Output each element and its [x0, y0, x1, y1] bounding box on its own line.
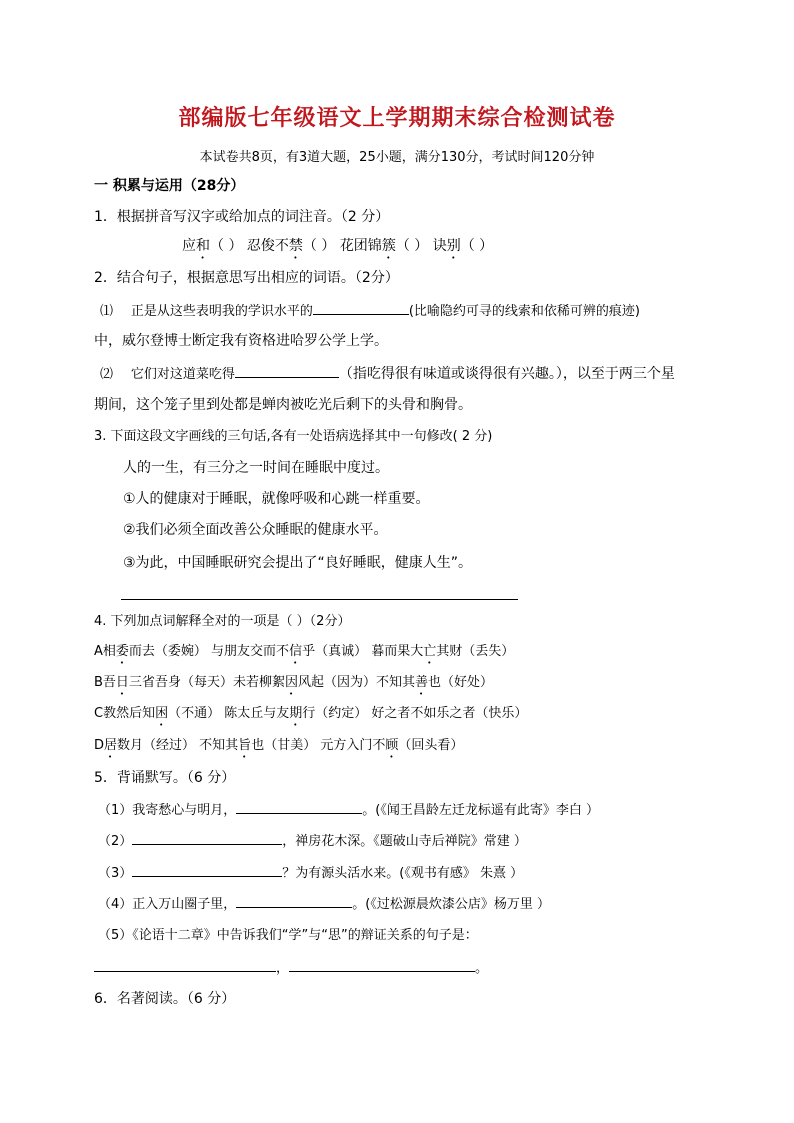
answer-blank[interactable] — [236, 799, 362, 814]
dotted-char: 簇 — [381, 238, 396, 254]
recitation-3 — [98, 862, 523, 884]
passage-intro: 人的一生，有三分之一时间在睡眠中度过。 — [123, 460, 389, 476]
line-text: （4）正入万山圈子里， — [98, 897, 237, 912]
section-heading: 一 积累与运用（28分） — [94, 178, 245, 194]
recitation-5: （5）《论语十二章》中告诉我们“学”与“思”的辩证关系的句子是： — [98, 928, 478, 943]
option-text: 也（好处） — [428, 675, 494, 690]
passage-sentence-2: ②我们必须全面改善公众睡眠的健康水平。 — [123, 522, 388, 538]
question-3-stem: 3. 下面这段文字画线的三句话,各有一处语病选择其中一句修改( 2 分) — [94, 429, 493, 444]
passage-sentence-1: ①人的健康对于睡眠，就像呼吸和心跳一样重要。 — [123, 491, 430, 507]
dotted-char: 因 — [284, 675, 298, 690]
sentence-text: 它们对这道菜吃得 — [130, 367, 235, 382]
dotted-char: 亡 — [423, 644, 437, 659]
answer-blank[interactable] — [94, 957, 276, 972]
answer-blank[interactable] — [132, 862, 282, 877]
line-text: （2） — [98, 834, 133, 849]
dotted-char: 禁 — [288, 238, 303, 254]
separator: ， — [276, 961, 290, 976]
recitation-1 — [98, 799, 599, 821]
line-source: 。(《过松源晨炊漆公店》杨万里 ） — [352, 897, 550, 912]
question-2b-continued: 期间，这个笼子里到处都是蝉肉被吃光后剩下的头骨和胸骨。 — [94, 397, 472, 413]
recitation-2 — [98, 830, 527, 852]
line-source: ？为有源头活水来。(《观书有感》 朱熹 ） — [282, 866, 524, 881]
line-source: ，禅房花木深。《题破山寺后禅院》常建 ） — [282, 834, 527, 849]
sentence-hint: (比喻隐约可寻的线索和依稀可辨的痕迹) — [408, 304, 640, 319]
line-source: 。(《闻王昌龄左迁龙标遥有此寄》李白 ） — [362, 803, 599, 818]
option-text: C教然后知 — [94, 706, 156, 721]
option-text: 行（约定） 好之者不如乐之者（快乐） — [302, 706, 528, 721]
passage-sentence-3: ③为此，中国睡眠研究会提出了“良好睡眠，健康人生”。 — [123, 555, 473, 571]
exam-info: 本试卷共8页，有3道大题，25小题，满分130分，考试时间120分钟 — [199, 150, 595, 165]
page-title: 部编版七年级语文上学期期末综合检测试卷 — [178, 105, 616, 131]
answer-line[interactable] — [121, 599, 518, 600]
option-b — [94, 673, 493, 698]
separator: 。 — [475, 961, 489, 976]
option-a — [94, 642, 514, 667]
question-2a-continued: 中，威尔登博士断定我有资格进哈罗公学上学。 — [94, 333, 388, 349]
line-text: （3） — [98, 866, 133, 881]
dotted-char: 旨 — [238, 738, 252, 753]
question-6-stem: 6．名著阅读。（6 分） — [94, 991, 236, 1007]
dotted-char: 困 — [155, 706, 169, 721]
option-c — [94, 704, 527, 729]
word-prefix: 花团锦 — [339, 238, 382, 254]
answer-blank[interactable] — [236, 893, 352, 908]
answer-paren: （ ） — [395, 238, 429, 254]
answer-paren: （ ） — [302, 238, 336, 254]
recitation-4 — [98, 893, 550, 915]
dotted-char: 和 — [196, 238, 210, 254]
option-text: 乎（真诚） 暮而果大 — [302, 644, 424, 659]
option-text: （不通） 陈太丘与友 — [168, 706, 290, 721]
word-prefix: 诀 — [432, 238, 447, 254]
word-prefix: 应 — [182, 238, 196, 254]
option-d — [94, 736, 463, 761]
question-2b — [100, 363, 675, 385]
option-text: 其财（丢失） — [436, 644, 515, 659]
question-2-stem: 2．结合句子，根据意思写出相应的词语。（2分） — [94, 270, 399, 286]
question-2a — [100, 300, 640, 322]
dotted-char: 期 — [289, 706, 303, 721]
option-text: B吾 — [94, 675, 116, 690]
option-text: 而去（委婉） 与朋友交而不 — [128, 644, 290, 659]
question-5-stem: 5．背诵默写。（6 分） — [94, 770, 236, 786]
item-marker: ⑴ — [100, 304, 114, 319]
recitation-5-answers — [94, 957, 488, 979]
item-marker: ⑵ — [100, 367, 114, 382]
option-text: （回头看） — [398, 738, 464, 753]
answer-blank[interactable] — [235, 363, 339, 378]
sentence-text: 正是从这些表明我的学识水平的 — [130, 304, 313, 319]
question-1-stem: 1．根据拼音写汉字或给加点的词注音。（2 分） — [94, 209, 390, 225]
line-text: （1）我寄愁心与明月， — [98, 803, 237, 818]
option-text: 数月（经过） 不知其 — [117, 738, 239, 753]
dotted-char: 顾 — [385, 738, 399, 753]
dotted-char: 委 — [115, 644, 129, 659]
question-4-stem: 4. 下列加点词解释全对的一项是（ ）（2分） — [94, 614, 351, 629]
option-text: 风起（因为）不知其 — [297, 675, 415, 690]
option-text: D — [94, 738, 105, 753]
answer-paren: （ ） — [210, 238, 243, 254]
question-1-words — [182, 236, 493, 262]
option-text: A相 — [94, 644, 116, 659]
dotted-char: 善 — [414, 675, 428, 690]
dotted-char: 信 — [289, 644, 303, 659]
sentence-hint: （指吃得很有味道或谈得很有兴趣。），以至于两三个星 — [338, 366, 675, 382]
dotted-char: 日 — [115, 675, 129, 690]
answer-paren: （ ） — [460, 238, 494, 254]
option-text: 也（甘美） 元方入门不 — [251, 738, 386, 753]
dotted-char: 别 — [446, 238, 461, 254]
option-text: 三省吾身（每天）未若柳絮 — [128, 675, 285, 690]
answer-blank[interactable] — [313, 300, 409, 315]
word-prefix: 忍俊不 — [246, 238, 289, 254]
answer-blank[interactable] — [132, 830, 282, 845]
dotted-char: 居 — [104, 738, 118, 753]
answer-blank[interactable] — [289, 957, 475, 972]
